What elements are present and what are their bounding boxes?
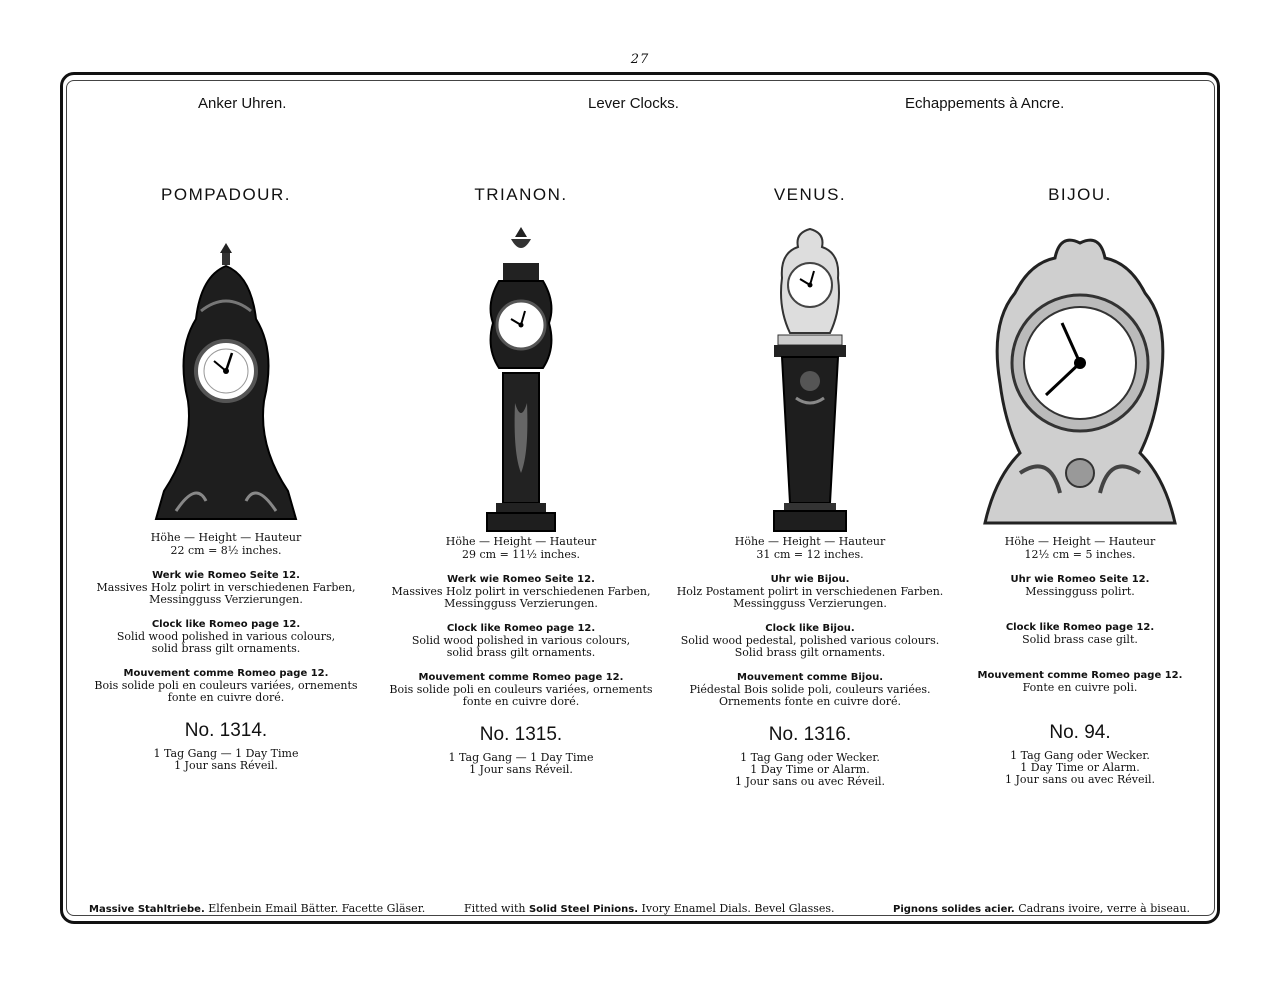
english-heading: Clock like Romeo page 12.: [446, 623, 596, 634]
height-label: Höhe — Height — Hauteur: [734, 535, 886, 548]
model-number: No. 1314.: [184, 720, 268, 741]
height-label: Höhe — Height — Hauteur: [1004, 535, 1156, 548]
english-line: Solid wood polished in various colours,: [116, 630, 336, 643]
page-number: 27: [630, 52, 650, 67]
french-line: Bois solide poli en couleurs variées, ornements: [94, 679, 358, 692]
english-line: Solid wood polished in various colours,: [411, 634, 631, 647]
clock-entry-venus: [670, 185, 950, 788]
footer-english-text: Ivory Enamel Dials. Bevel Glasses.: [638, 902, 835, 915]
venus-clock-illustration: [730, 223, 890, 533]
english-line: solid brass gilt ornaments.: [446, 646, 596, 659]
french-heading: Mouvement comme Romeo page 12.: [977, 670, 1183, 681]
english-heading: Clock like Bijou.: [765, 623, 855, 634]
bijou-clock-illustration: [980, 223, 1180, 533]
clock-entry-bijou: [940, 185, 1220, 786]
clock-title: POMPADOUR.: [161, 185, 291, 204]
running-line: 1 Jour sans ou avec Réveil.: [735, 775, 885, 788]
running-line: 1 Jour sans ou avec Réveil.: [1005, 773, 1155, 786]
footer-french-text: Cadrans ivoire, verre à biseau.: [1014, 902, 1191, 915]
height-label: Höhe — Height — Hauteur: [150, 531, 302, 544]
english-heading: Clock like Romeo page 12.: [151, 619, 301, 630]
german-line: Massives Holz polirt in verschiedenen Farben,: [96, 581, 356, 594]
clock-title: VENUS.: [773, 185, 847, 204]
running-line: 1 Tag Gang oder Wecker.: [740, 751, 880, 764]
footer-french-bold: Pignons solides acier.: [893, 904, 1015, 915]
german-line: Messingguss Verzierungen.: [149, 593, 303, 606]
french-line: Piédestal Bois solide poli, couleurs variées.: [689, 683, 931, 696]
german-heading: Uhr wie Romeo Seite 12.: [1010, 574, 1150, 585]
header-english: Lever Clocks.: [588, 95, 679, 112]
french-heading: Mouvement comme Romeo page 12.: [418, 672, 624, 683]
french-line: Bois solide poli en couleurs variées, ornements: [389, 683, 653, 696]
german-heading: Werk wie Romeo Seite 12.: [152, 570, 300, 581]
height-value: 31 cm = 12 inches.: [756, 548, 864, 561]
footer-french: [893, 902, 1190, 915]
footer-english-bold: Solid Steel Pinions.: [528, 904, 639, 915]
running-line: 1 Jour sans Réveil.: [469, 763, 573, 776]
height-value: 29 cm = 11½ inches.: [462, 548, 580, 561]
running-line: 1 Tag Gang oder Wecker.: [1010, 749, 1150, 762]
footer-german-bold: Massive Stahltriebe.: [89, 904, 205, 915]
english-line: Solid brass case gilt.: [1022, 633, 1138, 646]
german-line: Massives Holz polirt in verschiedenen Farben,: [391, 585, 651, 598]
footer-english-prefix: Fitted with: [464, 902, 529, 915]
french-line: Ornements fonte en cuivre doré.: [719, 695, 901, 708]
german-line: Messingguss polirt.: [1025, 585, 1135, 598]
pompadour-clock-illustration: [146, 231, 306, 521]
trianon-clock-illustration: [441, 223, 601, 533]
german-heading: Uhr wie Bijou.: [770, 574, 850, 585]
model-number: No. 1316.: [768, 724, 852, 745]
clock-title: TRIANON.: [474, 185, 568, 204]
clock-entry-pompadour: [86, 185, 366, 772]
french-heading: Mouvement comme Bijou.: [737, 672, 883, 683]
french-line: Fonte en cuivre poli.: [1022, 681, 1138, 694]
clock-title: BIJOU.: [1048, 185, 1112, 204]
model-number: No. 1315.: [479, 724, 563, 745]
french-line: fonte en cuivre doré.: [167, 691, 285, 704]
running-line: 1 Tag Gang — 1 Day Time: [448, 751, 594, 764]
height-label: Höhe — Height — Hauteur: [445, 535, 597, 548]
running-line: 1 Day Time or Alarm.: [1020, 761, 1140, 774]
running-line: 1 Day Time or Alarm.: [750, 763, 870, 776]
footer-german: [89, 902, 425, 915]
footer-english: [464, 902, 835, 915]
header-french: Echappements à Ancre.: [905, 95, 1065, 112]
header-german: Anker Uhren.: [198, 95, 287, 112]
german-line: Messingguss Verzierungen.: [733, 597, 887, 610]
german-line: Messingguss Verzierungen.: [444, 597, 598, 610]
german-heading: Werk wie Romeo Seite 12.: [447, 574, 595, 585]
running-line: 1 Jour sans Réveil.: [174, 759, 278, 772]
english-line: Solid brass gilt ornaments.: [734, 646, 886, 659]
height-value: 12½ cm = 5 inches.: [1024, 548, 1136, 561]
running-line: 1 Tag Gang — 1 Day Time: [153, 747, 299, 760]
french-line: fonte en cuivre doré.: [462, 695, 580, 708]
german-line: Holz Postament polirt in verschiedenen Farben.: [676, 585, 944, 598]
footer-german-text: Elfenbein Email Bätter. Facette Gläser.: [204, 902, 426, 915]
clock-entry-trianon: [381, 185, 661, 776]
french-heading: Mouvement comme Romeo page 12.: [123, 668, 329, 679]
height-value: 22 cm = 8½ inches.: [170, 544, 282, 557]
model-number: No. 94.: [1049, 722, 1111, 743]
english-line: solid brass gilt ornaments.: [151, 642, 301, 655]
english-line: Solid wood pedestal, polished various colours.: [680, 634, 940, 647]
english-heading: Clock like Romeo page 12.: [1005, 622, 1155, 633]
